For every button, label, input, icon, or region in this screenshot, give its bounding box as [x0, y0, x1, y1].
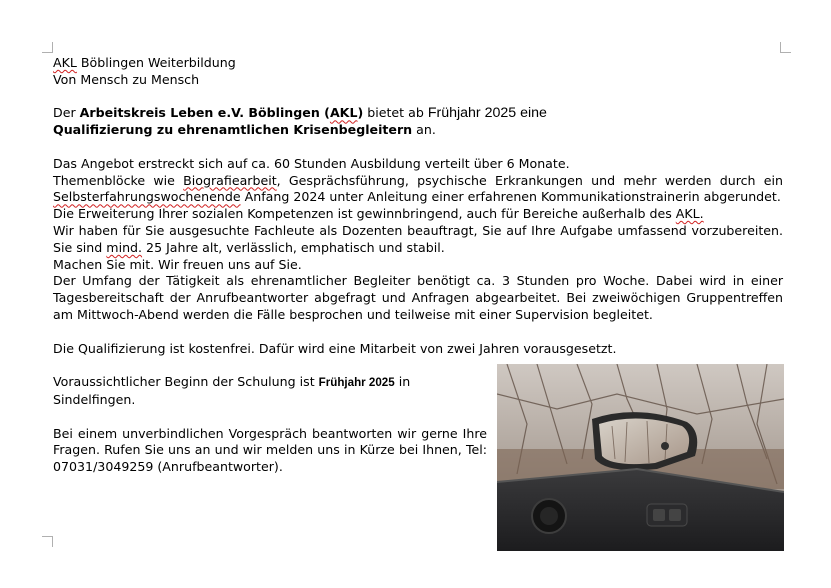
- body-competence: Die Erweiterung Ihrer sozialen Kompetenzen ist gewinnbringend, auch für Bereiche außerhalb des AKL.: [53, 206, 704, 222]
- body-topics: Themenblöcke wie Biografiearbeit, Gesprächsführung, psychische Erkrankungen und mehr werden durch ein Selbsterfahrungswochenende Anfang 2024 unter Anleitung einer erfahrenen Kommunikationstrainerin abgerundet.: [53, 172, 783, 205]
- car-mirror-illustration: [497, 364, 784, 551]
- body-free: Die Qualifizierung ist kostenfrei. Dafür wird eine Mitarbeit von zwei Jahren vorausgesetzt.: [53, 340, 617, 356]
- intro-paragraph: Der Arbeitskreis Leben e.V. Böblingen (AKL) bietet ab Frühjahr 2025 eine Qualifizierung zu ehrenamtlichen Krisenbegleitern an.: [53, 105, 547, 138]
- header-line-2: Von Mensch zu Mensch: [53, 71, 200, 87]
- header-line-1: AKL Böblingen Weiterbildung: [53, 55, 236, 70]
- corner-mark-top-right: [780, 42, 791, 53]
- body-contact: Bei einem unverbindlichen Vorgespräch beantworten wir gerne Ihre Fragen. Rufen Sie uns an und wir melden uns in Kürze bei Ihnen, Tel: 07031/3049259 (Anrufbeantworter).: [53, 425, 487, 475]
- body-start: Voraussichtlicher Beginn der Schulung ist Frühjahr 2025 in Sindelfingen.: [53, 374, 411, 407]
- body-line-offer: Das Angebot erstreckt sich auf ca. 60 Stunden Ausbildung verteilt über 6 Monate.: [53, 155, 570, 171]
- car-mirror-photo: [497, 364, 784, 551]
- body-join: Machen Sie mit. Wir freuen uns auf Sie.: [53, 256, 302, 272]
- corner-mark-bottom-left: [42, 536, 53, 547]
- qualification-title: Qualifizierung zu ehrenamtlichen Krisenbegleitern: [53, 122, 413, 138]
- akl-word: AKL: [53, 55, 77, 70]
- season-text: Frühjahr 2025: [427, 105, 517, 122]
- body-lecturers: Wir haben für Sie ausgesuchte Fachleute als Dozenten beauftragt, Sie auf Ihre Aufgabe umfassend vorzubereiten. Sie sind mind. 25 Jahre alt, verlässlich, emphatisch und stabil.: [53, 222, 783, 255]
- corner-mark-top-left: [42, 42, 53, 53]
- body-scope: Der Umfang der Tätigkeit als ehrenamtlicher Begleiter benötigt ca. 3 Stunden pro Woche. Dabei wird in einer Tagesbereitschaft der Anrufbeantworter abgefragt und Anfragen abgearbeitet. Bei zweiwöchigen Gruppentreffen am Mittwoch-Abend werden die Fälle besprochen und teilweise mit einer Supervision begleitet.: [53, 273, 783, 322]
